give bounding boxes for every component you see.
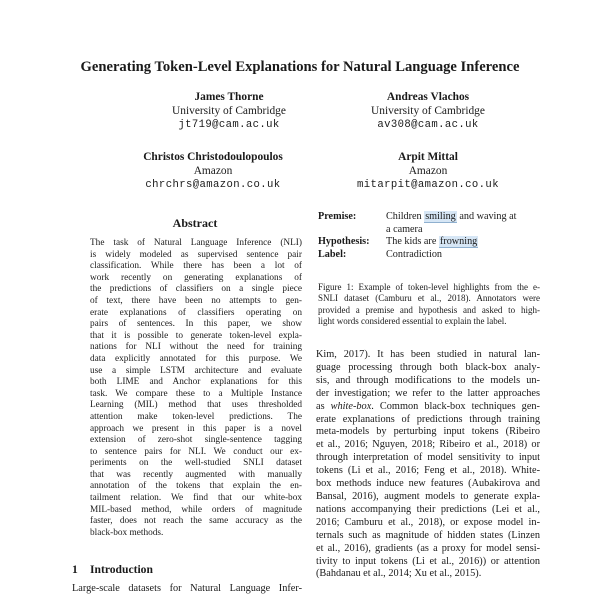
body-line: tokens (Li et al., 2016; Feng et al., 2018). White-	[316, 465, 540, 477]
body-line: et al., 2016; Nguyen, 2018; Ribeiro et al., 2018) or	[316, 439, 540, 451]
author-name: Christos Christodoulopoulos	[143, 151, 283, 163]
author-block-3	[93, 150, 333, 192]
abstract-line: work recently on generating explanations of	[90, 272, 302, 283]
body-line: Bansal, 2016), augment models to generate expla-	[316, 490, 540, 502]
abstract-line: data explicitly annotated for this purpose. We	[90, 353, 302, 364]
body-line: Kim, 2017). It has been studied in natural lan-	[316, 349, 540, 360]
abstract-line: both LIME and Anchor explanations for this	[90, 377, 302, 388]
abstract-line: annotation of the tokens that explain the en-	[90, 481, 302, 492]
abstract-line: is widely modeled as supervised sentence pair	[90, 249, 302, 260]
abstract-line: Learning (MIL) method that uses thresholded	[90, 400, 302, 411]
emphasis-white-box: white-box	[330, 400, 372, 412]
body-line: erate explanations of predictions through training	[316, 413, 540, 425]
abstract-line: pairs of sentences. In this paper, we show	[90, 319, 302, 330]
caption-line: provided a premise and hypothesis and asked to high-	[318, 304, 540, 315]
hypothesis-highlight: frowning	[439, 236, 478, 248]
author-email: av308@cam.ac.uk	[377, 119, 479, 131]
caption-line: Figure 1: Example of token-level highlights from the e-	[318, 282, 540, 292]
author-block-4	[308, 150, 548, 192]
abstract-line: to sentence pairs for NLI. We conduct our ex-	[90, 446, 302, 457]
example-table	[318, 211, 538, 261]
abstract-line: black-box methods.	[90, 527, 164, 538]
body-line: box methods induce new features (Aubakirova and	[316, 478, 540, 490]
premise-row	[318, 211, 538, 224]
abstract-line: approach we present in this paper is a novel	[90, 423, 302, 434]
premise-label: Premise:	[318, 211, 357, 222]
body-line: ternals such as magnitude of hidden states (Linzen	[316, 529, 540, 541]
right-column-text	[316, 349, 540, 581]
abstract-line: that it is possible to generate token-level expla-	[90, 330, 302, 341]
author-name: Andreas Vlachos	[386, 91, 470, 103]
label-value: Contradiction	[386, 248, 443, 260]
premise-pre: Children	[386, 211, 425, 222]
body-line	[316, 401, 540, 414]
body-line: through interpretation of model sensitivity to input	[316, 452, 540, 464]
abstract-line: erate explanations of classifiers operating on	[90, 307, 302, 318]
body-line: nations accompanying their predictions (Lei et al.,	[316, 503, 540, 515]
abstract-line: MIL-based method, while orders of magnitude	[90, 504, 302, 515]
abstract-line: attention make token-level predictions. The	[90, 411, 302, 422]
premise-highlight: smiling	[425, 211, 456, 222]
abstract-line: of text, there have been no attempts to gen-	[90, 295, 302, 306]
section-heading	[72, 563, 153, 576]
abstract-heading: Abstract	[172, 216, 218, 230]
author-affiliation: Amazon	[408, 165, 448, 177]
author-affiliation: University of Cambridge	[172, 105, 286, 117]
body-line: (Bahdanau et al., 2014; Xu et al., 2015).	[316, 568, 482, 580]
abstract-body	[90, 238, 302, 539]
paper-title: Generating Token-Level Explanations for Natural Language Inference	[80, 59, 520, 75]
body-line: 2016; Camburu et al., 2018), or expose model in-	[316, 516, 540, 528]
author-email: mitarpit@amazon.co.uk	[357, 179, 499, 191]
author-name: James Thorne	[194, 91, 264, 103]
hypothesis-label: Hypothesis:	[318, 236, 370, 248]
section-number: 1	[72, 563, 78, 576]
abstract-line: classification. While there has been a lot of	[90, 261, 302, 272]
author-email: jt719@cam.ac.uk	[178, 119, 280, 131]
abstract-line: that was recently augmented with manually	[90, 469, 302, 480]
hypothesis-pre: The kids are	[386, 236, 439, 248]
section-title: Introduction	[90, 563, 153, 576]
figure-caption	[318, 282, 540, 328]
premise-line2: a camera	[386, 223, 423, 235]
author-block-2	[308, 90, 548, 132]
body-line: et al., 2016), gradients (as a proxy for model sensi-	[316, 542, 540, 554]
label-row	[318, 249, 538, 262]
abstract-line: task. We compare these to a Multiple Instance	[90, 388, 302, 399]
body-span: as	[316, 400, 331, 412]
body-line: tivity to input tokens (Li et al., 2016)) or attention	[316, 555, 540, 567]
abstract-line: use a simple LSTM architecture and evaluate	[90, 365, 302, 376]
hypothesis-row	[318, 236, 538, 249]
body-line: der investigation; we refer to the latter approaches	[316, 387, 540, 399]
premise-post: and waving at	[456, 211, 517, 222]
abstract-line: The task of Natural Language Inference (NLI)	[90, 238, 302, 248]
body-span: . Common black-box techniques gen-	[371, 400, 540, 412]
abstract-line: faster, does not reach the same accuracy as the	[90, 516, 302, 527]
author-affiliation: University of Cambridge	[371, 105, 485, 117]
caption-line: light words considered essential to explain the label.	[318, 316, 507, 327]
intro-first-line: Large-scale datasets for Natural Language Infer-	[72, 583, 302, 594]
caption-line: SNLI dataset (Camburu et al., 2018). Annotators were	[318, 293, 540, 304]
abstract-line: periments on the well-studied SNLI dataset	[90, 458, 302, 469]
body-line: meta-models by perturbing input tokens (Ribeiro	[316, 426, 540, 438]
abstract-line: tailment relation. We find that our white-box	[90, 493, 302, 504]
body-line: guage processing through both black-box analy-	[316, 361, 540, 373]
author-affiliation: Amazon	[193, 165, 233, 177]
abstract-line: nations for NLI without the need for training	[90, 342, 302, 353]
author-name: Arpit Mittal	[398, 151, 458, 163]
abstract-line: the predictions of classifiers on a single piece	[90, 284, 302, 295]
hypothesis-text	[386, 236, 538, 249]
premise-row-cont	[318, 224, 538, 237]
premise-text	[386, 211, 538, 224]
author-email: chrchrs@amazon.co.uk	[145, 179, 281, 191]
body-line: sis, and through modifications to the models un-	[316, 374, 540, 386]
label-label: Label:	[318, 248, 347, 260]
abstract-line: extension of zero-shot single-sentence tagging	[90, 435, 302, 446]
